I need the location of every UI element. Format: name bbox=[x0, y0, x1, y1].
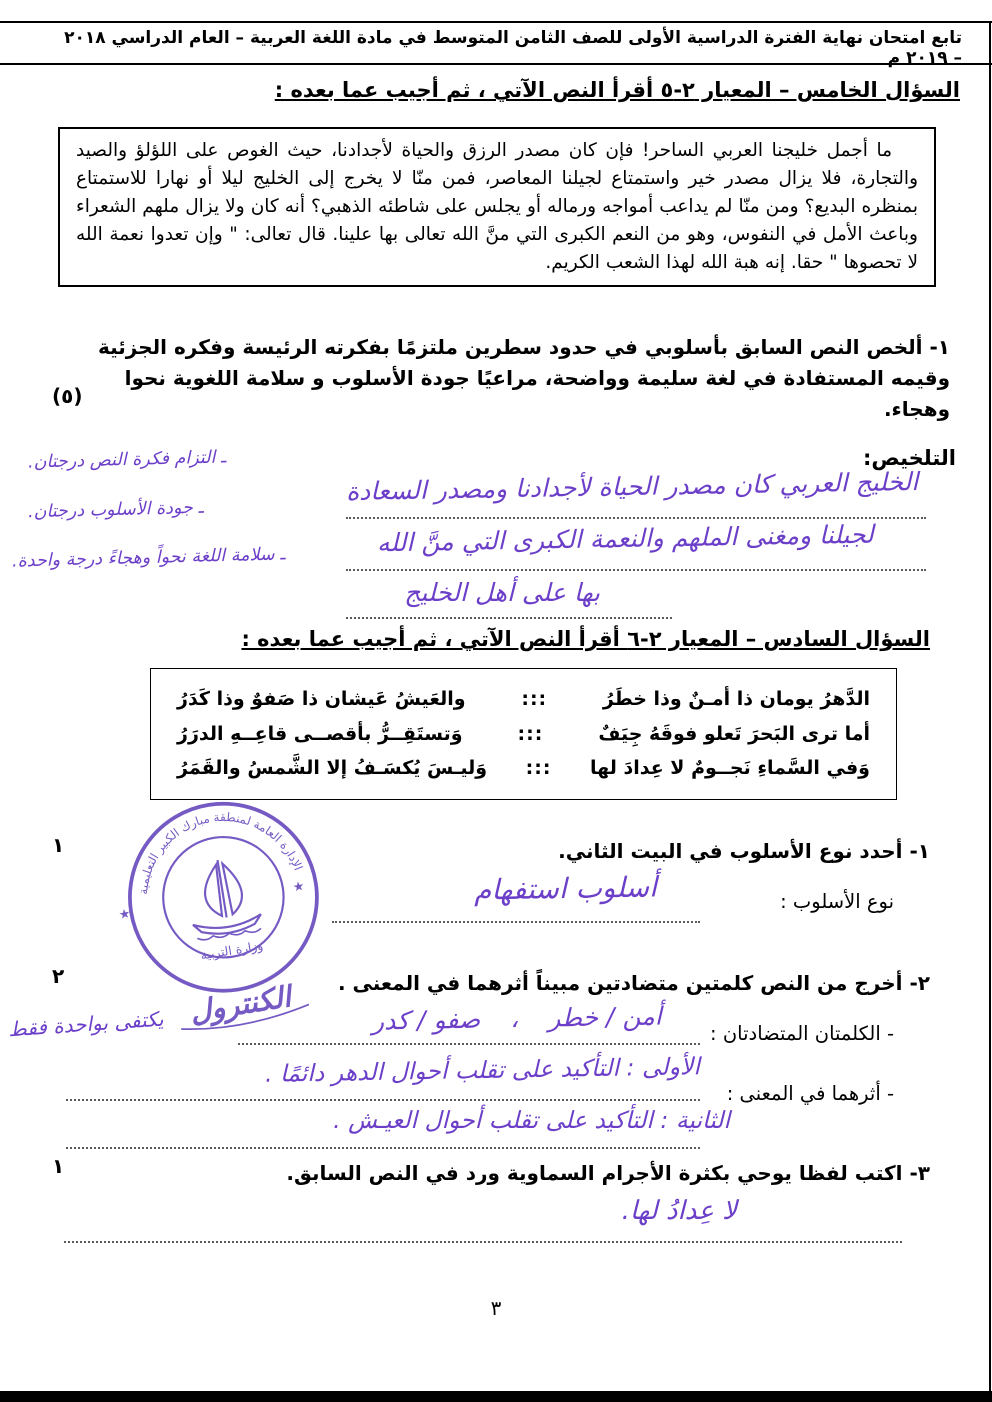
answer-dotted-line bbox=[332, 921, 700, 923]
summary-label: التلخيص: bbox=[863, 446, 956, 470]
document-header: تابع امتحان نهاية الفترة الدراسية الأولى للصف الثامن المتوسط في مادة اللغة العربية – العام الدراسي ٢٠١٨ – ٢٠١٩ م bbox=[64, 28, 962, 68]
q6-item1-mark: ١ bbox=[52, 833, 65, 857]
stamp-ring-text: الإدارة العامة لمنطقة مبارك الكبير التعليمية bbox=[136, 809, 306, 896]
poem-box bbox=[150, 668, 897, 800]
verse-separator: ::: bbox=[521, 687, 548, 710]
page-number: ٣ bbox=[490, 1296, 502, 1320]
answer-dotted-line bbox=[346, 569, 926, 571]
stamp-signature: الكنترول bbox=[187, 979, 294, 1029]
official-stamp bbox=[101, 780, 349, 1042]
pair-answer-1: أمن / خطر bbox=[548, 1001, 663, 1033]
rubric-note-3: ـ سلامة اللغة نحواً وهجاءً درجة واحدة. bbox=[11, 544, 286, 572]
q6-heading: السؤال السادس – المعيار ٢-٦ أقرأ النص الآتي ، ثم أجيب عما بعده : bbox=[241, 627, 930, 651]
pair-answer-2: صفو / كدر bbox=[372, 1004, 481, 1036]
answer-dotted-line bbox=[346, 517, 926, 519]
rubric-note-2: ـ جودة الأسلوب درجتان. bbox=[27, 497, 204, 523]
q5-passage-text: ما أجمل خليجنا العربي الساحر! فإن كان مصدر الرزق والحياة لأجدادنا، حيث الغوص على اللؤلؤ والصيد والتجارة، فلا يزال مصدر خير واستمتاع لجيلنا المعاصر، فمن منّا لا يخرج إلى الخليج ليلا أو نهارا للاستمتاع بمنظره البديع؟ ومن منّا لم يداعب أمواجه ورماله أو يجلس على شاطئه الذهبي؟ أنه كان ولا يزال ملهم الشعراء وباعث الأمل في النفوس، وهو من النعم الكبرى التي منَّ الله تعالى بها علينا. قال تعالى: " وإن تعدوا نعمة الله لا تحصوها " حقا. إنه هبة الله لهذا الشعب الكريم. bbox=[76, 140, 918, 273]
star-icon: ★ bbox=[117, 906, 132, 924]
answer-dotted-line bbox=[346, 617, 672, 619]
answer-dotted-line bbox=[64, 1241, 902, 1243]
ministry-emblem-icon bbox=[184, 855, 264, 942]
rubric-note-1: ـ التزام فكرة النص درجتان. bbox=[27, 447, 227, 473]
q6-item1-text: ١- أحدد نوع الأسلوب في البيت الثاني. bbox=[558, 839, 930, 863]
poem-verse bbox=[177, 683, 870, 716]
q6-item2-pair-label: - الكلمتان المتضادتان : bbox=[710, 1022, 894, 1045]
answer-dotted-line bbox=[66, 1147, 700, 1149]
verse-3-second-hemistich: وَليـسَ يُكسَـفُ إلا الشَّمسُ والقَمَرُ bbox=[177, 757, 488, 780]
q5-item1-mark: (٥) bbox=[52, 384, 83, 408]
answer-dotted-line bbox=[238, 1043, 700, 1045]
verse-3-first-hemistich: وَفي السَّماءِ نَجــومٌ لا عِدادَ لها bbox=[590, 757, 870, 780]
stamp-center-text: وزارة التربية bbox=[199, 938, 265, 963]
poem-verse bbox=[177, 752, 870, 785]
verse-1-second-hemistich: والعَيشُ عَيشان ذا صَفوٌ وذا كَدَرُ bbox=[177, 687, 466, 710]
effect-answer-1: الأولى : التأكيد على تقلب أحوال الدهر دائمًا . bbox=[264, 1052, 701, 1088]
verse-1-first-hemistich: الدَّهرُ يومان ذا أمـنٌ وذا خطَرُ bbox=[602, 687, 870, 710]
right-edge-line bbox=[989, 21, 991, 1402]
q6-item1-answer: أسلوب استفهام bbox=[473, 870, 658, 907]
grader-margin-note: يكتفى بواحدة فقط bbox=[7, 1006, 165, 1042]
verse-2-first-hemistich: أما ترى البَحرَ تَعلو فوقَهُ جِيَفٌ bbox=[598, 722, 870, 745]
answer-dotted-line bbox=[66, 1099, 700, 1101]
q6-item2-effect-label: - أثرهما في المعنى : bbox=[726, 1082, 894, 1105]
poem-verse bbox=[177, 718, 870, 751]
pair-comma: ، bbox=[510, 1003, 519, 1034]
q6-item2-text: ٢- أخرج من النص كلمتين متضادتين مبيناً أثرهما في المعنى . bbox=[337, 971, 930, 995]
star-icon: ★ bbox=[291, 878, 306, 896]
verse-separator: ::: bbox=[517, 722, 544, 745]
q6-item3-text: ٣- اكتب لفظا يوحي بكثرة الأجرام السماوية ورد في النص السابق. bbox=[286, 1161, 930, 1185]
verse-2-second-hemistich: وَتستَقِــرُّ بأقصــى قاعِــهِ الدرَرُ bbox=[177, 722, 463, 745]
q6-item3-answer: لا عِدادُ لها. bbox=[621, 1196, 737, 1226]
top-edge-line bbox=[0, 21, 992, 23]
q5-heading: السؤال الخامس – المعيار ٢-٥ أقرأ النص الآتي ، ثم أجيب عما بعده : bbox=[274, 78, 960, 102]
effect-answer-2: الثانية : التأكيد على تقلب أحوال العيـش . bbox=[333, 1106, 730, 1134]
summary-answer-line-3: بها على أهل الخليج bbox=[404, 578, 600, 607]
q6-item1-answer-label: نوع الأسلوب : bbox=[780, 890, 894, 913]
q5-passage-box bbox=[58, 127, 936, 287]
q5-item1-text: ١- ألخص النص السابق بأسلوبي في حدود سطرين ملتزمًا بفكرته الرئيسة وفكره الجزئية وقيمه المستفادة في لغة سليمة وواضحة، مراعيًا جودة الأسلوب و سلامة اللغوية نحوا وهجاء. bbox=[98, 335, 950, 421]
verse-separator: ::: bbox=[525, 757, 552, 780]
summary-answer-line-2: لجيلنا ومغنى الملهم والنعمة الكبرى التي منَّ الله bbox=[377, 519, 875, 558]
summary-answer-line-1: الخليج العربي كان مصدر الحياة لأجدادنا ومصدر السعادة bbox=[345, 467, 919, 506]
q6-item2-mark: ٢ bbox=[52, 964, 65, 988]
q6-item2-pair-answers bbox=[372, 1001, 662, 1035]
bottom-edge-bar bbox=[0, 1391, 992, 1402]
stamp-graphic bbox=[101, 780, 349, 1042]
q6-item3-mark: ١ bbox=[52, 1154, 65, 1178]
